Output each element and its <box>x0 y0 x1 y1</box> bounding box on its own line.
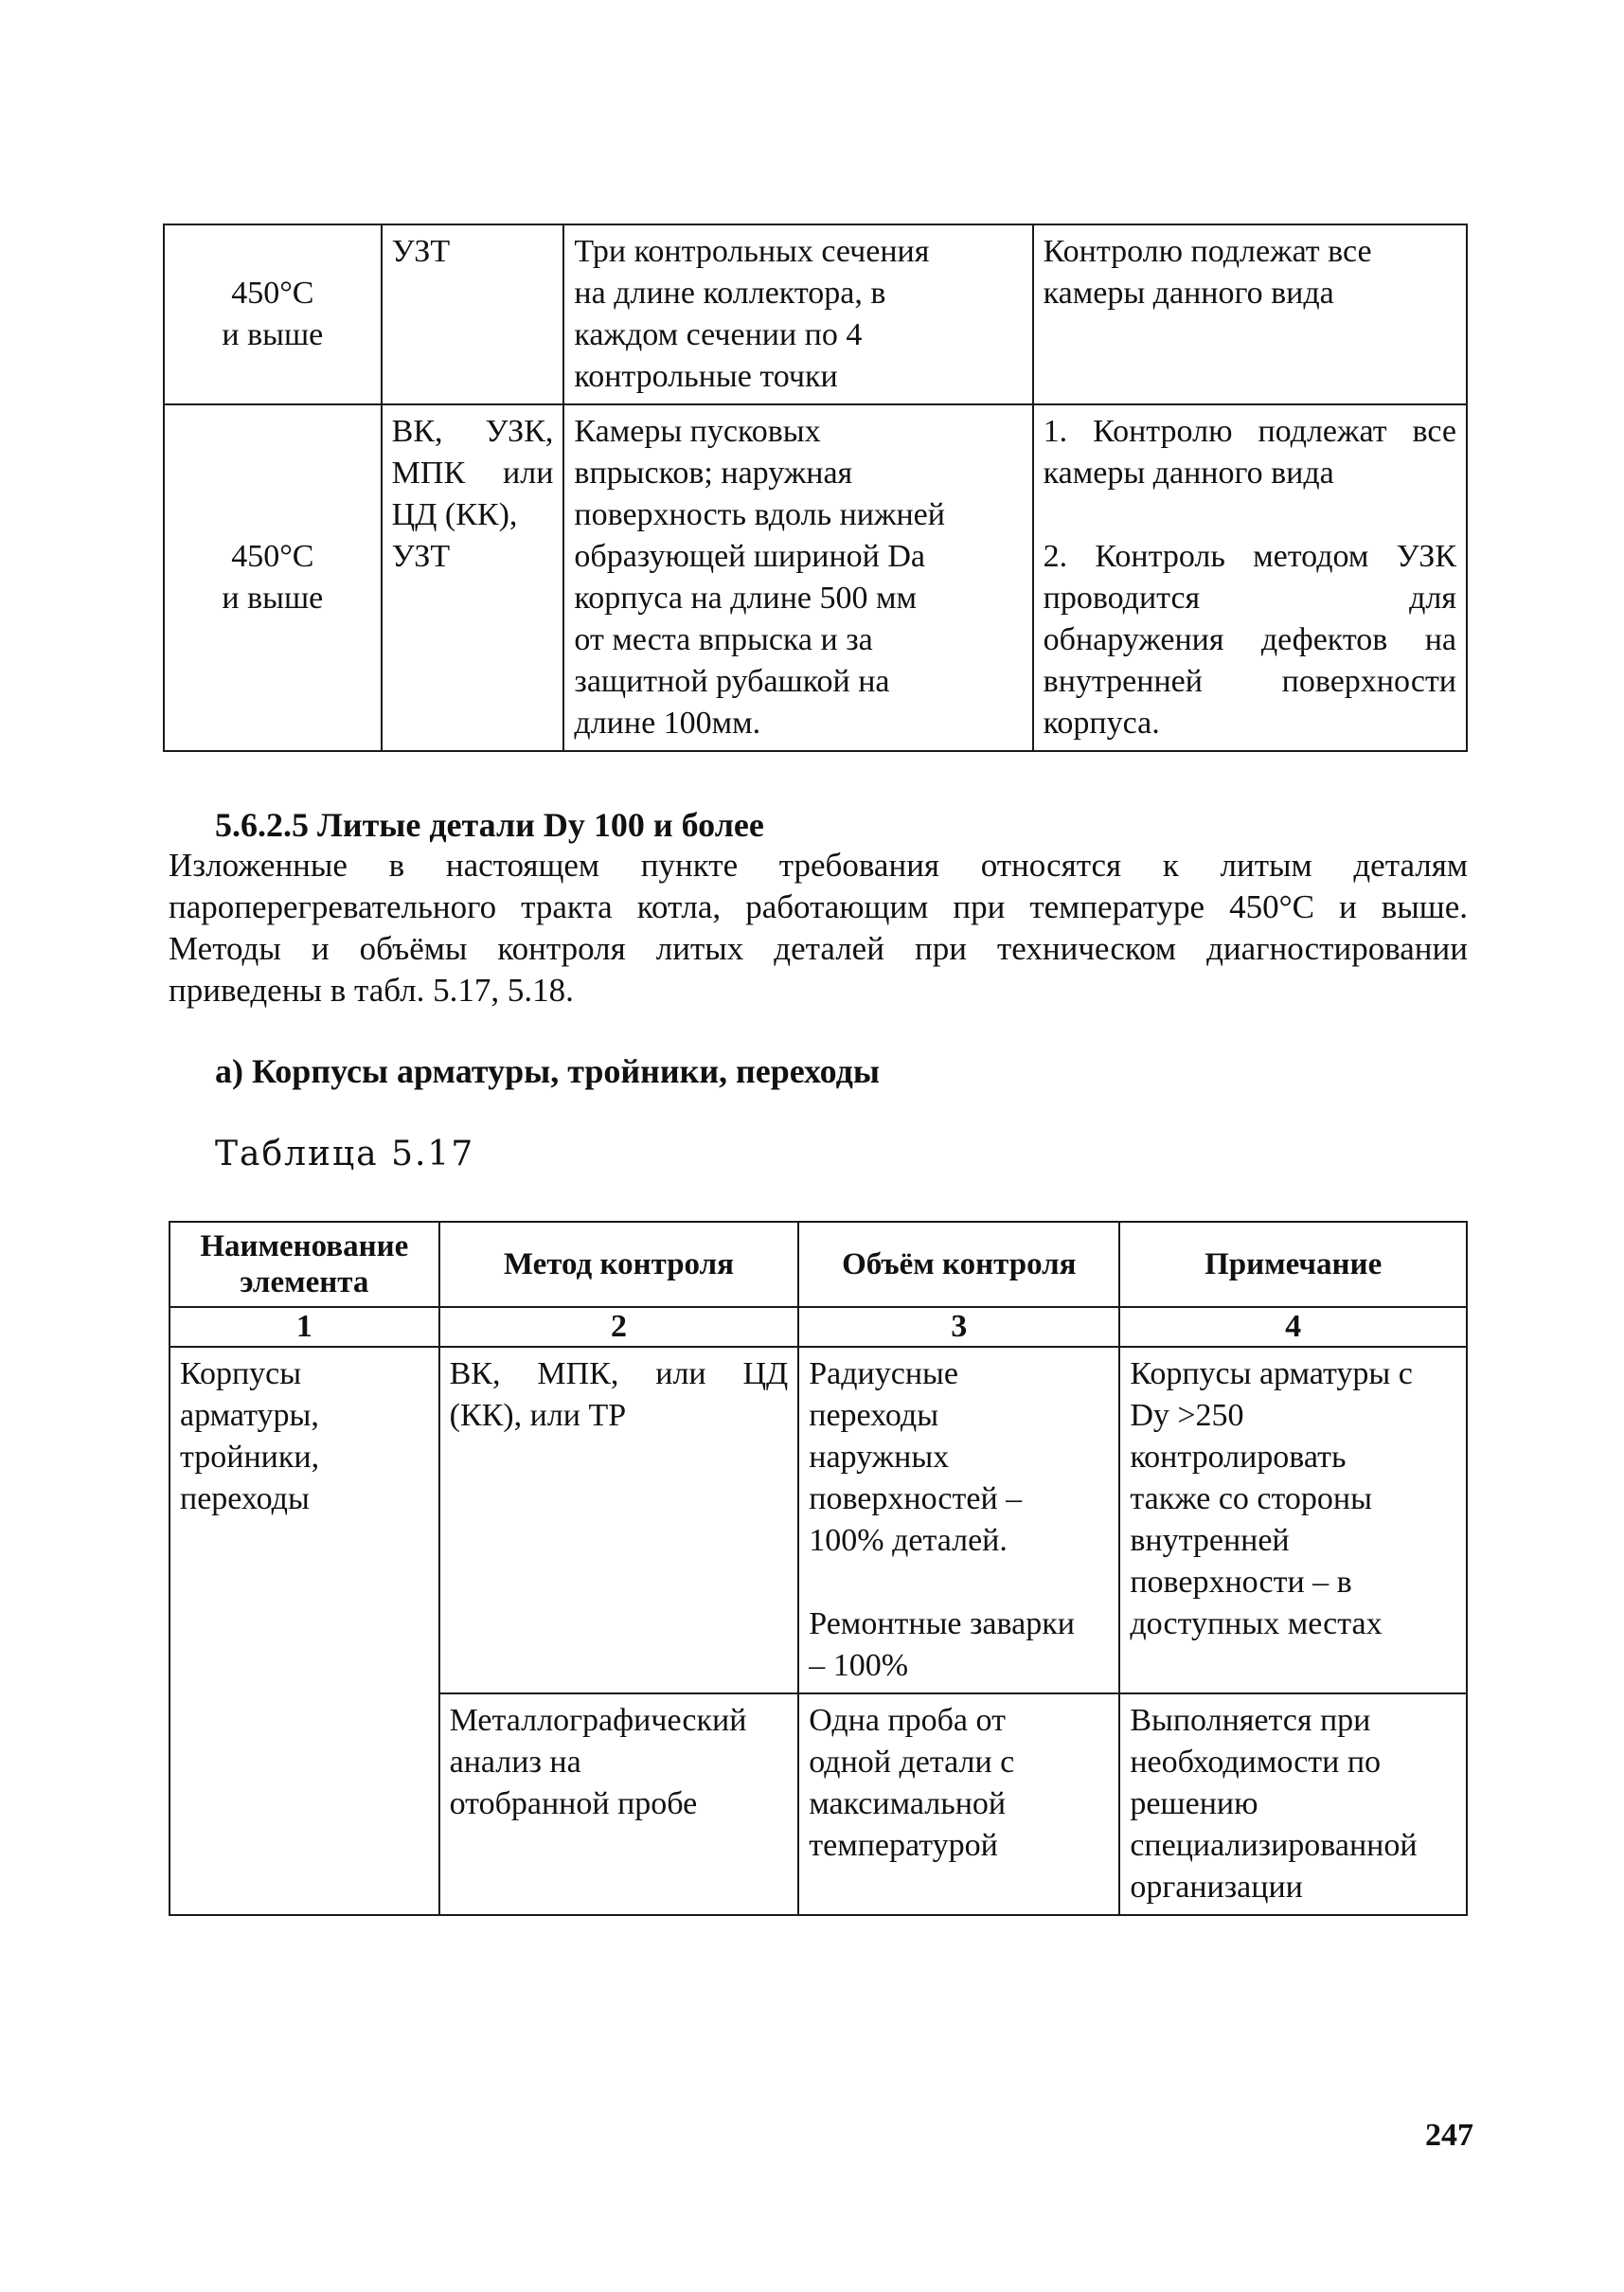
column-number: 1 <box>170 1307 439 1347</box>
method-cell: УЗТ <box>382 224 564 404</box>
scope-cell: Радиусные переходы наружных поверхностей – 100% деталей. Ремонтные заварки – 100% <box>798 1347 1119 1693</box>
column-number: 2 <box>439 1307 799 1347</box>
note-cell: Выполняется при необходимости по решению специализированной организации <box>1119 1693 1467 1915</box>
note-cell: 1. Контролю подлежат все камеры данного вида 2. Контроль методом УЗК проводится для обнаружения дефектов на внутренней поверхности корпуса. <box>1033 404 1467 751</box>
method-cell: ВК, МПК, или ЦД (КК), или ТР <box>439 1347 799 1693</box>
note-cell: Корпусы арматуры с Dy >250 контролировать также со стороны внутренней поверхности – в доступных местах <box>1119 1347 1467 1693</box>
page-number: 247 <box>1425 2118 1473 2153</box>
header-method: Метод контроля <box>439 1222 799 1307</box>
table-row <box>164 224 1467 404</box>
section-paragraph: Изложенные в настоящем пункте требования относятся к литым деталям пароперегревательного тракта котла, работающим при температуре 450°С и выше. Методы и объёмы контроля литых деталей при техническом диагностировании приведены в табл. 5.17, 5.18. <box>169 847 1468 1009</box>
temperature-cell: 450°С и выше <box>164 404 382 751</box>
subsection-heading: а) Корпусы арматуры, тройники, переходы <box>215 1052 880 1090</box>
table-5-17 <box>169 1221 1468 1916</box>
scope-cell: Камеры пусковых впрысков; наружная поверхность вдоль нижней образующей шириной Da корпуса на длине 500 мм от места впрыска и за защитной рубашкой на длине 100мм. <box>563 404 1032 751</box>
section-heading: 5.6.2.5 Литые детали Dy 100 и более <box>215 806 764 844</box>
note-cell: Контролю подлежат все камеры данного вида <box>1033 224 1467 404</box>
method-cell: ВК, УЗК, МПК или ЦД (КК), УЗТ <box>382 404 564 751</box>
header-note: Примечание <box>1119 1222 1467 1307</box>
scope-cell: Одна проба от одной детали с максимальной температурой <box>798 1693 1119 1915</box>
header-scope: Объём контроля <box>798 1222 1119 1307</box>
table-row <box>164 404 1467 751</box>
column-number-row <box>170 1307 1467 1347</box>
scope-cell: Три контрольных сечения на длине коллектора, в каждом сечении по 4 контрольные точки <box>563 224 1032 404</box>
column-number: 4 <box>1119 1307 1467 1347</box>
header-element: Наименование элемента <box>170 1222 439 1307</box>
table-row <box>170 1347 1467 1693</box>
table-caption: Таблица 5.17 <box>215 1135 475 1173</box>
table-header-row <box>170 1222 1467 1307</box>
temperature-cell: 450°С и выше <box>164 224 382 404</box>
element-cell: Корпусы арматуры, тройники, переходы <box>170 1347 439 1915</box>
continuation-table <box>163 224 1468 752</box>
method-cell: Металлографический анализ на отобранной пробе <box>439 1693 799 1915</box>
column-number: 3 <box>798 1307 1119 1347</box>
